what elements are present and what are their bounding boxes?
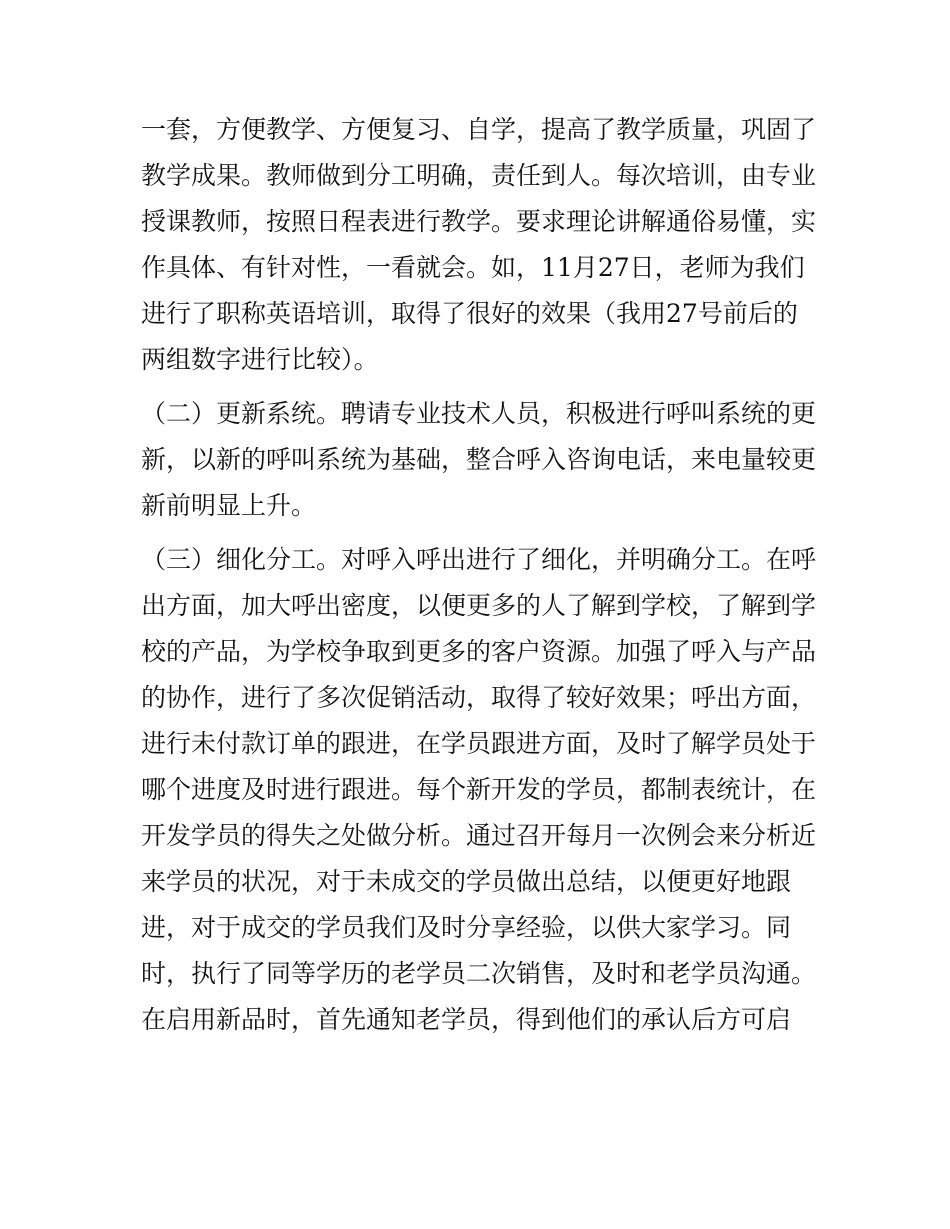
text-line: （二）更新系统。聘请专业技术人员，积极进行呼叫系统的更 [141,399,817,428]
text-line: 出方面，加大呼出密度，以便更多的人了解到学校，了解到学 [141,591,817,620]
text-line: 一套，方便教学、方便复习、自学，提高了教学质量，巩固了 [141,115,817,144]
text-line: 教学成果。教师做到分工明确，责任到人。每次培训，由专业 [141,161,817,190]
text-line: 校的产品，为学校争取到更多的客户资源。加强了呼入与产品 [141,637,817,666]
text-line: 哪个进度及时进行跟进。每个新开发的学员，都制表统计，在 [141,775,817,804]
text-line: 开发学员的得失之处做分析。通过召开每月一次例会来分析近 [141,821,817,850]
text-line: 进行未付款订单的跟进，在学员跟进方面，及时了解学员处于 [141,729,817,758]
text-line: 新前明显上升。 [141,491,317,520]
text-line: 两组数字进行比较）。 [141,345,379,374]
text-line: 授课教师，按照日程表进行教学。要求理论讲解通俗易懂，实 [141,207,817,236]
text-line: 来学员的状况，对于未成交的学员做出总结，以便更好地跟 [141,867,792,896]
text-line: 进，对于成交的学员我们及时分享经验，以供大家学习。同 [141,913,792,942]
text-line: 在启用新品时，首先通知老学员，得到他们的承认后方可启 [141,1005,792,1034]
body-text [141,107,821,1043]
text-line: 新，以新的呼叫系统为基础，整合呼入咨询电话，来电量较更 [141,445,817,474]
text-line: 时，执行了同等学历的老学员二次销售，及时和老学员沟通。 [141,959,817,988]
text-line: 进行了职称英语培训，取得了很好的效果（我用27号前后的 [141,299,798,328]
text-line: 的协作，进行了多次促销活动，取得了较好效果；呼出方面， [141,683,817,712]
text-line: 作具体、有针对性，一看就会。如，11月27日，老师为我们 [141,253,805,282]
text-line: （三）细化分工。对呼入呼出进行了细化，并明确分工。在呼 [141,545,817,574]
